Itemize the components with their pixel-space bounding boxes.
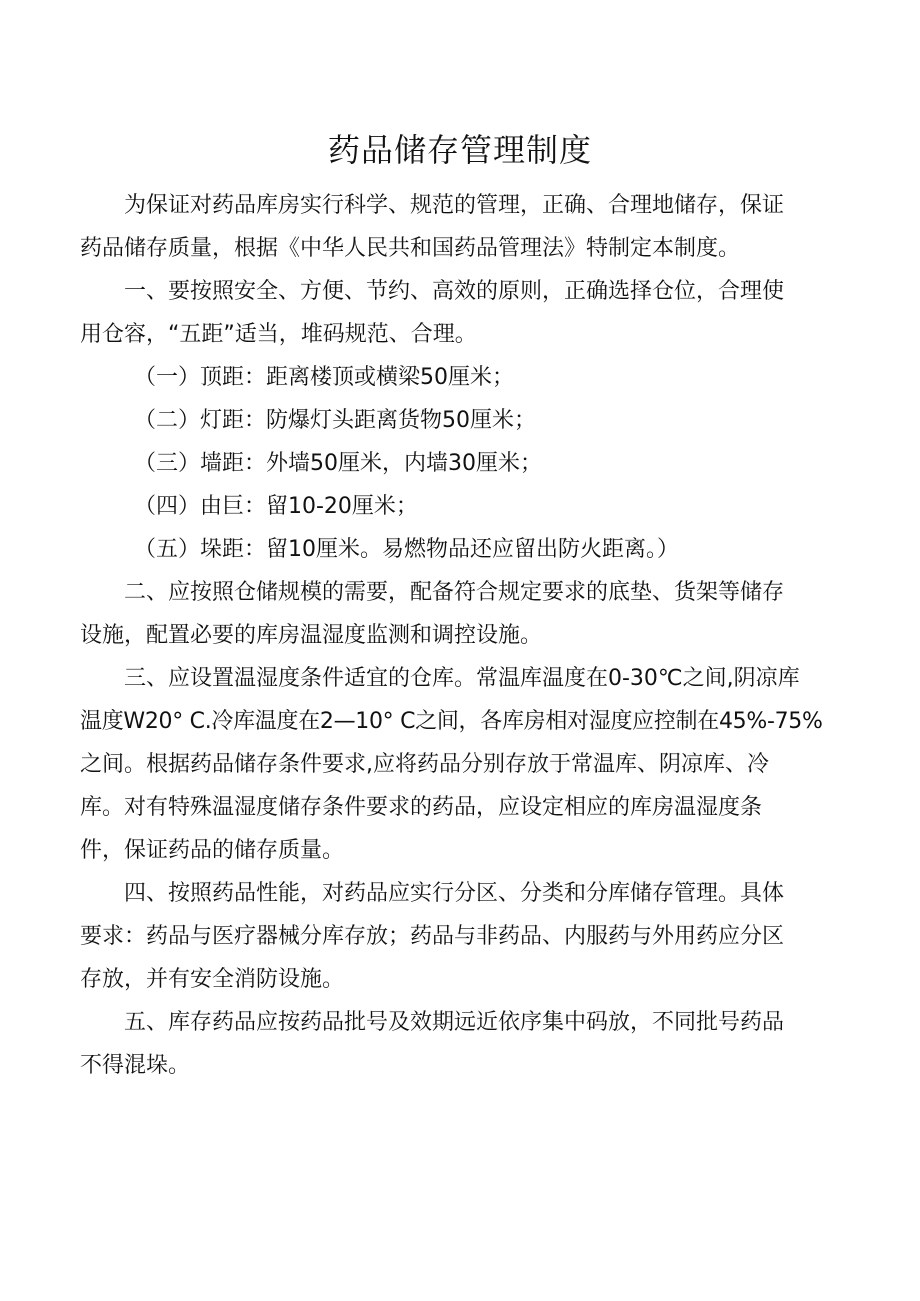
section-4-line-1: 四、按照药品性能，对药品应实行分区、分类和分库储存管理。具体 xyxy=(124,881,785,906)
intro-line-2: 药品储存质量，根据《中华人民共和国药品管理法》特制定本制度。 xyxy=(80,236,741,261)
list-item-light-distance: （二）灯距：防爆灯头距离货物50厘米； xyxy=(134,408,536,433)
list-item-top-distance: （一）顶距：距离楼顶或横梁50厘米； xyxy=(134,365,514,390)
section-5-line-1: 五、库存药品应按药品批号及效期远近依序集中码放，不同批号药品 xyxy=(124,1010,785,1035)
section-5-line-2: 不得混垛。 xyxy=(80,1053,191,1078)
section-4-line-2: 要求：药品与医疗器械分库存放；药品与非药品、内服药与外用药应分区 xyxy=(80,924,785,949)
section-3-line-1: 三、应设置温湿度条件适宜的仓库。常温库温度在0-30℃之间,阴凉库 xyxy=(124,666,800,691)
section-2-paragraph xyxy=(80,571,840,657)
section-1-line-2: 用仓容，“五距”适当，堆码规范、合理。 xyxy=(80,322,477,347)
intro-line-1: 为保证对药品库房实行科学、规范的管理，正确、合理地储存，保证 xyxy=(124,193,785,218)
document-body xyxy=(80,184,840,1087)
section-3-line-4: 库。对有特殊温湿度储存条件要求的药品，应设定相应的库房温湿度条 xyxy=(80,795,763,820)
section-3-line-3: 之间。根据药品储存条件要求,应将药品分别存放于常温库、阴凉库、冷 xyxy=(80,752,769,777)
intro-paragraph xyxy=(80,184,840,270)
list-item-wall-distance: （三）墙距：外墙50厘米，内墙30厘米； xyxy=(134,451,542,476)
section-2-line-2: 设施，配置必要的库房温湿度监测和调控设施。 xyxy=(80,623,543,648)
section-2-line-1: 二、应按照仓储规模的需要，配备符合规定要求的底垫、货架等储存 xyxy=(124,580,785,605)
section-1-paragraph xyxy=(80,270,840,356)
section-4-paragraph xyxy=(80,872,840,1001)
page-title: 药品储存管理制度 xyxy=(327,131,592,169)
section-1-line-1: 一、要按照安全、方便、节约、高效的原则，正确选择仓位，合理使 xyxy=(124,279,785,304)
section-5-paragraph xyxy=(80,1001,840,1087)
list-item-column-distance: （四）由巨：留10-20厘米； xyxy=(134,494,418,519)
section-3-paragraph xyxy=(80,657,840,872)
section-3-line-2: 温度W20° C.冷库温度在2—10° C之间，各库房相对湿度应控制在45%-75% xyxy=(80,709,823,734)
section-3-line-5: 件，保证药品的储存质量。 xyxy=(80,838,345,863)
list-item-stack-distance: （五）垛距：留10厘米。易燃物品还应留出防火距离。） xyxy=(134,537,679,562)
section-4-line-3: 存放，并有安全消防设施。 xyxy=(80,967,345,992)
